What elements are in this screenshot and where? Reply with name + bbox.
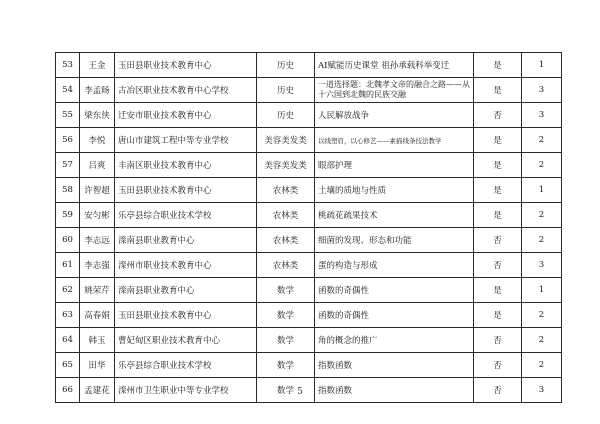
lesson-title: 蛋的构造与形成 xyxy=(315,253,474,278)
lesson-title: 指数函数 xyxy=(315,353,474,378)
yes-no-flag: 否 xyxy=(474,228,522,253)
yes-no-flag: 是 xyxy=(474,303,522,328)
school-name: 迁安市职业技术教育中心 xyxy=(115,103,257,128)
school-name: 滦州市职业技术教育中心 xyxy=(115,253,257,278)
teacher-name: 许智超 xyxy=(80,178,115,203)
row-number: 60 xyxy=(56,228,80,253)
school-name: 古冶区职业技术教育中心学校 xyxy=(115,78,257,103)
table-row xyxy=(56,203,562,228)
lesson-title: 土壤的质地与性质 xyxy=(315,178,474,203)
count-value: 1 xyxy=(522,178,562,203)
school-name: 滦南县职业教育中心 xyxy=(115,228,257,253)
teacher-name: 李孟旸 xyxy=(80,78,115,103)
row-number: 64 xyxy=(56,328,80,353)
row-number: 61 xyxy=(56,253,80,278)
count-value: 1 xyxy=(522,53,562,78)
subject: 农林类 xyxy=(257,203,315,228)
subject: 农林类 xyxy=(257,228,315,253)
yes-no-flag: 是 xyxy=(474,78,522,103)
row-number: 57 xyxy=(56,153,80,178)
row-number: 56 xyxy=(56,128,80,153)
subject: 数学 xyxy=(257,303,315,328)
lesson-title: 角的概念的推广 xyxy=(315,328,474,353)
school-name: 丰南区职业技术教育中心 xyxy=(115,153,257,178)
row-number: 59 xyxy=(56,203,80,228)
row-number: 54 xyxy=(56,78,80,103)
subject: 农林类 xyxy=(257,178,315,203)
records-table xyxy=(55,52,562,403)
subject: 美容美发类 xyxy=(257,153,315,178)
lesson-title: 眼部护理 xyxy=(315,153,474,178)
count-value: 1 xyxy=(522,278,562,303)
count-value: 2 xyxy=(522,153,562,178)
table-row xyxy=(56,353,562,378)
school-name: 玉田县职业技术教育中心 xyxy=(115,178,257,203)
table-row xyxy=(56,178,562,203)
school-name: 曹妃甸区职业技术教育中心 xyxy=(115,328,257,353)
teacher-name: 田华 xyxy=(80,353,115,378)
table-row xyxy=(56,153,562,178)
teacher-name: 安匀彬 xyxy=(80,203,115,228)
table-row xyxy=(56,328,562,353)
subject: 数学 xyxy=(257,378,315,403)
subject: 美容美发类 xyxy=(257,128,315,153)
table-row xyxy=(56,303,562,328)
lesson-title: 细菌的发现、形态和功能 xyxy=(315,228,474,253)
row-number: 66 xyxy=(56,378,80,403)
table-row xyxy=(56,78,562,103)
table-row xyxy=(56,253,562,278)
lesson-title: 以线塑眉，以心修艺——素描线条技法教学 xyxy=(315,128,474,153)
row-number: 53 xyxy=(56,53,80,78)
lesson-title: 函数的奇偶性 xyxy=(315,303,474,328)
school-name: 乐亭县综合职业技术学校 xyxy=(115,203,257,228)
yes-no-flag: 是 xyxy=(474,278,522,303)
table-row xyxy=(56,278,562,303)
teacher-name: 李志强 xyxy=(80,253,115,278)
subject: 数学 xyxy=(257,328,315,353)
school-name: 玉田县职业技术教育中心 xyxy=(115,303,257,328)
yes-no-flag: 否 xyxy=(474,353,522,378)
count-value: 3 xyxy=(522,103,562,128)
subject: 历史 xyxy=(257,78,315,103)
count-value: 3 xyxy=(522,78,562,103)
lesson-title: 一道选择题：北魏孝文帝的融合之路——从十六国到北魏的民族交融 xyxy=(315,78,474,103)
row-number: 55 xyxy=(56,103,80,128)
lesson-title: 函数的奇偶性 xyxy=(315,278,474,303)
count-value: 3 xyxy=(522,253,562,278)
count-value: 2 xyxy=(522,328,562,353)
yes-no-flag: 是 xyxy=(474,53,522,78)
yes-no-flag: 否 xyxy=(474,378,522,403)
subject: 数学 xyxy=(257,278,315,303)
table-row xyxy=(56,53,562,78)
row-number: 65 xyxy=(56,353,80,378)
teacher-name: 孟建花 xyxy=(80,378,115,403)
school-name: 滦南县职业教育中心 xyxy=(115,278,257,303)
count-value: 2 xyxy=(522,303,562,328)
school-name: 滦州市卫生职业中等专业学校 xyxy=(115,378,257,403)
row-number: 63 xyxy=(56,303,80,328)
teacher-name: 姚荣芹 xyxy=(80,278,115,303)
table-row xyxy=(56,228,562,253)
count-value: 2 xyxy=(522,353,562,378)
lesson-title: 人民解放战争 xyxy=(315,103,474,128)
row-number: 58 xyxy=(56,178,80,203)
row-number: 62 xyxy=(56,278,80,303)
subject: 农林类 xyxy=(257,253,315,278)
teacher-name: 高春娟 xyxy=(80,303,115,328)
table-row xyxy=(56,128,562,153)
count-value: 3 xyxy=(522,378,562,403)
count-value: 2 xyxy=(522,128,562,153)
count-value: 2 xyxy=(522,228,562,253)
count-value: 2 xyxy=(522,203,562,228)
lesson-title: 桃疏花疏果技术 xyxy=(315,203,474,228)
yes-no-flag: 是 xyxy=(474,178,522,203)
yes-no-flag: 否 xyxy=(474,328,522,353)
table-row xyxy=(56,103,562,128)
teacher-name: 王金 xyxy=(80,53,115,78)
teacher-name: 李志远 xyxy=(80,228,115,253)
teacher-name: 吕爽 xyxy=(80,153,115,178)
yes-no-flag: 是 xyxy=(474,203,522,228)
records-table-body xyxy=(56,53,562,403)
teacher-name: 韩玉 xyxy=(80,328,115,353)
yes-no-flag: 是 xyxy=(474,153,522,178)
yes-no-flag: 否 xyxy=(474,253,522,278)
teacher-name: 梁东侠 xyxy=(80,103,115,128)
school-name: 乐亭县综合职业技术学校 xyxy=(115,353,257,378)
page-number: 5 xyxy=(297,387,303,397)
yes-no-flag: 是 xyxy=(474,128,522,153)
teacher-name: 李悦 xyxy=(80,128,115,153)
school-name: 唐山市建筑工程中等专业学校 xyxy=(115,128,257,153)
school-name: 玉田县职业技术教育中心 xyxy=(115,53,257,78)
subject: 数学 xyxy=(257,353,315,378)
lesson-title: 指数函数 xyxy=(315,378,474,403)
subject: 历史 xyxy=(257,53,315,78)
lesson-title: AI赋能历史课堂 祖孙承载科举变迁 xyxy=(315,53,474,78)
subject: 历史 xyxy=(257,103,315,128)
yes-no-flag: 否 xyxy=(474,103,522,128)
